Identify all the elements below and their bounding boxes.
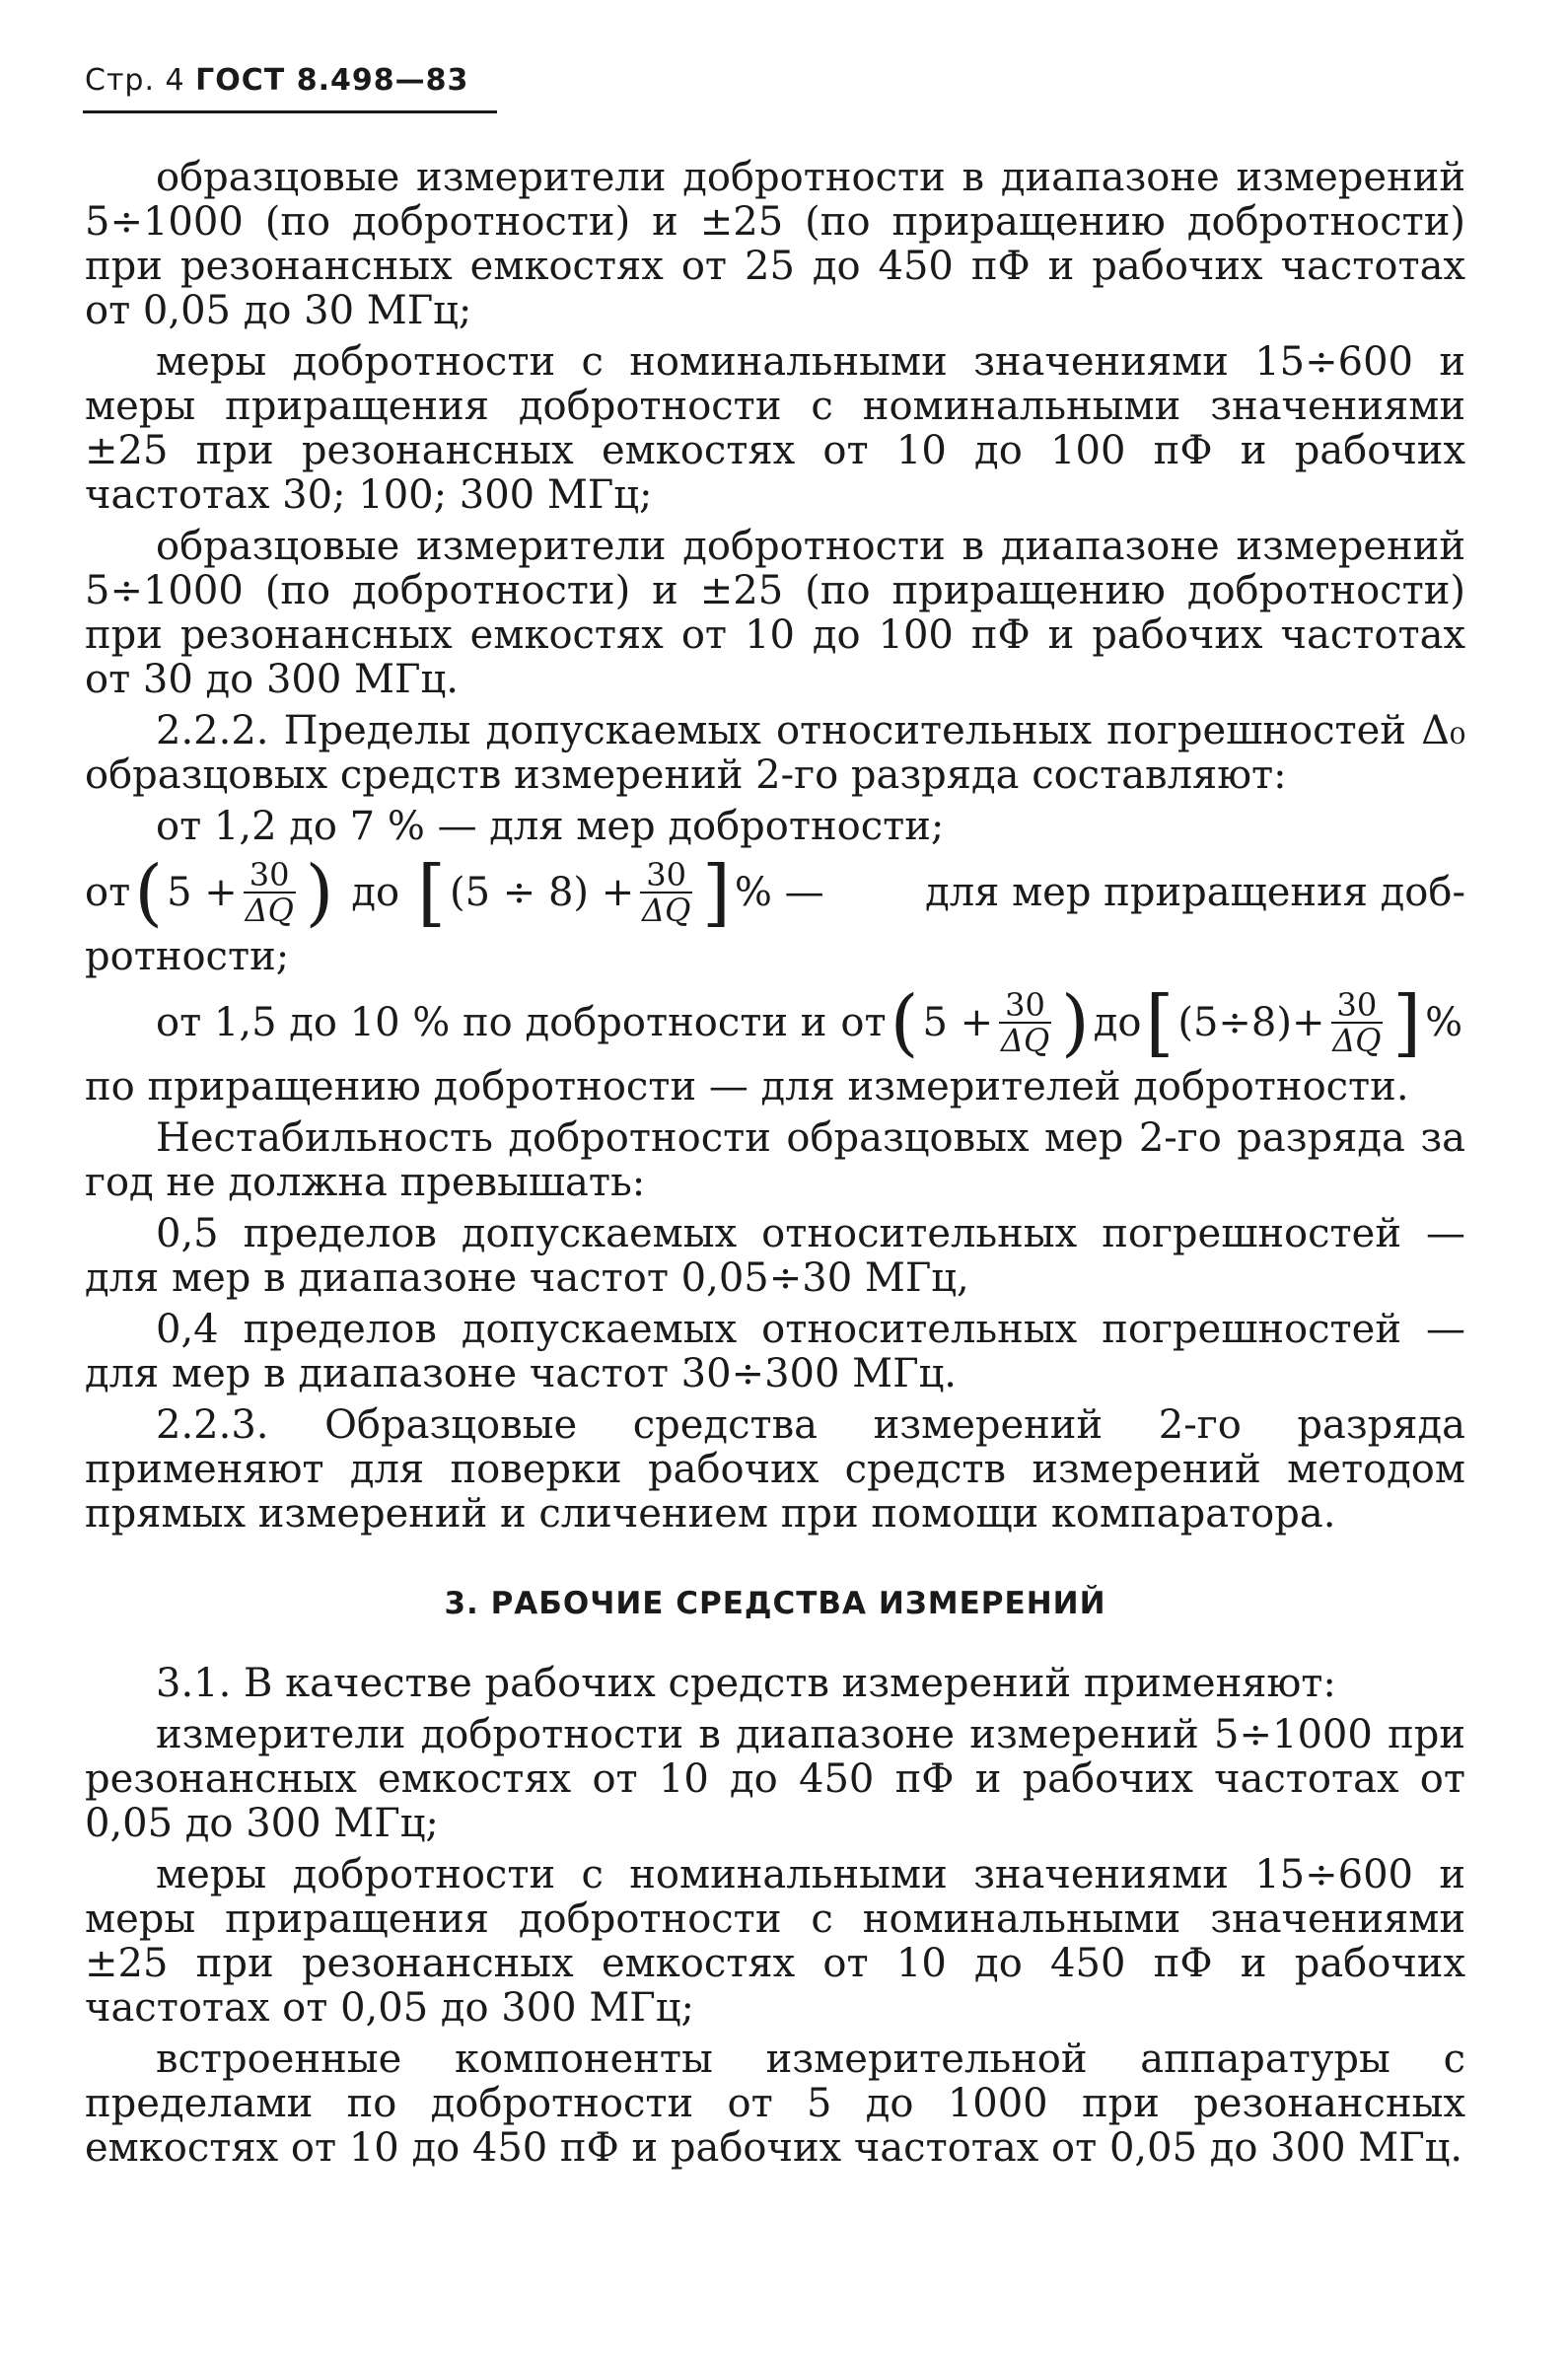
fraction-numerator: 30 (640, 858, 692, 894)
paragraph: образцовые измерители добротности в диапазоне измерений 5÷1000 (по добротности) и ±25 (по приращению добротности) при резонансных емкостях от 25 до 450 пФ и рабочих частотах от 0,05 до 30 МГц; (85, 155, 1465, 333)
paragraph: измерители добротности в диапазоне измерений 5÷1000 при резонансных емкостях от 10 до 450 пФ и рабочих частотах от 0,05 до 300 МГц; (85, 1712, 1465, 1846)
fraction-denominator: ΔQ (1332, 1022, 1382, 1059)
paragraph: от 1,2 до 7 % — для мер добротности; (156, 804, 945, 849)
fraction (999, 988, 1051, 1057)
formula-tail: для мер приращения доб- (925, 869, 1465, 915)
formula-term-b: (5 ÷ 8) + (449, 869, 635, 915)
fraction-numerator: 30 (244, 858, 296, 894)
formula-term-a: 5 + (922, 999, 994, 1045)
paragraph: меры добротности с номинальными значениями 15÷600 и меры приращения добротности с номинальными значениями ±25 при резонансных емкостях от 10 до 100 пФ и рабочих частотах 30; 100; 300 МГц; (85, 339, 1465, 518)
formula-meter-quality (85, 980, 1465, 1065)
paragraph: Нестабильность добротности образцовых мер 2-го разряда за год не должна превышать: (85, 1115, 1465, 1205)
page-number: Стр. 4 (85, 63, 185, 98)
paren-close: ) (1060, 980, 1090, 1065)
document-body (85, 156, 1465, 2178)
bracket-close: ] (1392, 980, 1422, 1065)
bracket-open: [ (1145, 980, 1175, 1065)
bracket-open: [ (417, 850, 446, 935)
fraction-denominator: ΔQ (1000, 1022, 1050, 1059)
paragraph: образцовые измерители добротности в диапазоне измерений 5÷1000 (по добротности) и ±25 (по приращению добротности) при резонансных емкостях от 10 до 100 пФ и рабочих частотах от 30 до 300 МГц. (85, 524, 1465, 702)
formula-term-b: (5÷8)+ (1177, 999, 1325, 1045)
paragraph: 3.1. В качестве рабочих средств измерений применяют: (156, 1661, 1336, 1706)
paren-open: ( (134, 850, 164, 935)
formula-percent: % — (734, 869, 824, 915)
fraction-denominator: ΔQ (641, 892, 691, 929)
fraction (1331, 988, 1384, 1057)
formula-term-a: 5 + (167, 869, 238, 915)
formula-to: до (1093, 999, 1142, 1045)
header-rule (83, 110, 497, 113)
paragraph: по приращению добротности — для измерителей добротности. (85, 1064, 1409, 1109)
formula-to: до (351, 869, 400, 915)
section-heading: 3. РАБОЧИЕ СРЕДСТВА ИЗМЕРЕНИЙ (444, 1586, 1106, 1621)
formula-measure-increment (85, 850, 1465, 935)
formula-from: от (840, 999, 887, 1045)
bracket-close: ] (701, 850, 731, 935)
paragraph: 2.2.2. Пределы допускаемых относительных погрешностей Δ₀ образцовых средств измерений 2-го разряда составляют: (85, 708, 1465, 798)
paragraph: 0,5 пределов допускаемых относительных погрешностей — для мер в диапазоне частот 0,05÷30 МГц, (85, 1211, 1465, 1301)
paren-open: ( (890, 980, 919, 1065)
formula-percent: % (1425, 999, 1463, 1045)
paragraph: ротности; (85, 934, 290, 979)
fraction-numerator: 30 (1331, 988, 1384, 1024)
formula-lead: от 1,5 до 10 % по добротности и (156, 999, 827, 1045)
page-header (85, 63, 468, 98)
paragraph: меры добротности с номинальными значениями 15÷600 и меры приращения добротности с номинальными значениями ±25 при резонансных емкостях от 10 до 450 пФ и рабочих частотах от 0,05 до 300 МГц; (85, 1852, 1465, 2031)
standard-code: ГОСТ 8.498—83 (195, 63, 469, 98)
paren-close: ) (305, 850, 334, 935)
fraction (244, 858, 296, 927)
fraction (640, 858, 692, 927)
fraction-denominator: ΔQ (245, 892, 294, 929)
paragraph: встроенные компоненты измерительной аппаратуры с пределами по добротности от 5 до 1000 при резонансных емкостях от 10 до 450 пФ и рабочих частотах от 0,05 до 300 МГц. (85, 2037, 1465, 2171)
fraction-numerator: 30 (999, 988, 1051, 1024)
formula-from: от (85, 869, 131, 915)
paragraph: 0,4 пределов допускаемых относительных погрешностей — для мер в диапазоне частот 30÷300 МГц. (85, 1307, 1465, 1396)
paragraph: 2.2.3. Образцовые средства измерений 2-го разряда применяют для поверки рабочих средств измерений методом прямых измерений и сличением при помощи компаратора. (85, 1402, 1465, 1537)
